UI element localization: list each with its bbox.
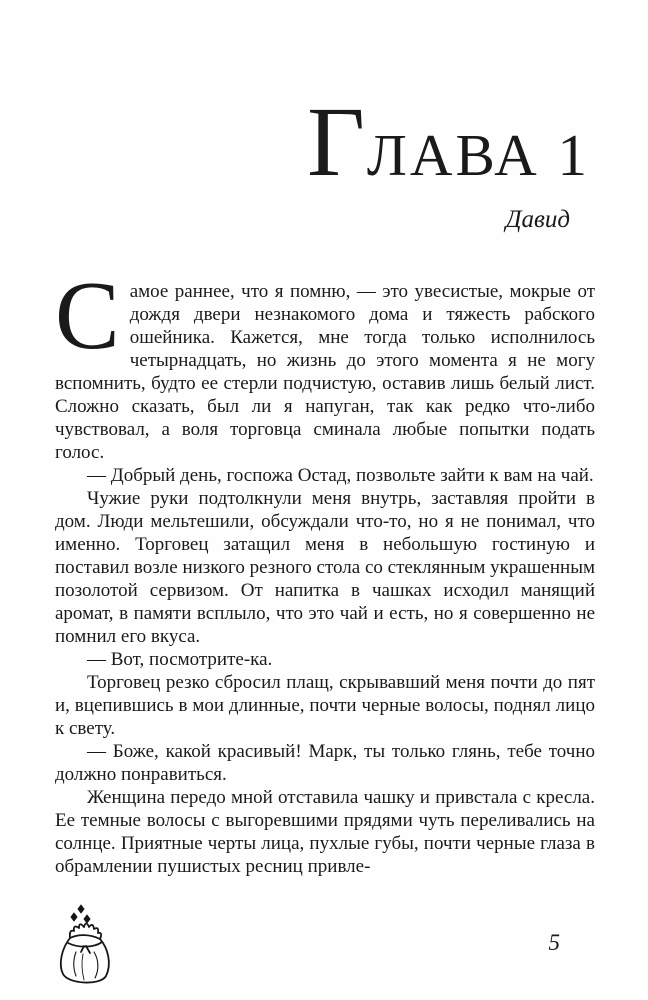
- money-pouch-ornament-icon: [56, 902, 114, 986]
- body-text: [0, 262, 648, 878]
- paragraph: — Боже, какой красивый! Марк, ты только глянь, тебе точно должно понравиться.: [55, 741, 595, 785]
- paragraph: Чужие руки подтолкнули меня внутрь, заставляя пройти в дом. Люди мельтешили, обсуждали что-то, но я не понимал, что именно. Торговец затащил меня в небольшую гостиную и поставил возле низкого резного стола со стеклянным украшенным позолотой сервизом. От напитка в чашках исходил манящий аромат, в памяти всплыло, что это чай и есть, но я совершенно не помнил его вкуса.: [55, 488, 595, 647]
- page-number: 5: [548, 930, 560, 955]
- chapter-heading-initial: Г: [307, 86, 367, 197]
- paragraph: Женщина передо мной отставила чашку и привстала с кресла. Ее темные волосы с выгоревшими прядями чуть переливались на солнце. Приятные черты лица, пухлые губы, почти черные глаза в обрамлении пушистых ресниц привле-: [55, 787, 595, 877]
- chapter-heading: [0, 86, 648, 197]
- paragraph: — Добрый день, госпожа Остад, позвольте зайти к вам на чай.: [87, 465, 594, 486]
- chapter-heading-rest: ЛАВА 1: [366, 122, 590, 188]
- paragraph: — Вот, посмотрите-ка.: [87, 649, 273, 670]
- paragraph: Самое раннее, что я помню, — это увесистые, мокрые от дождя двери незнакомого дома и тяжесть рабского ошейника. Кажется, мне тогда только исполнилось четырнадцать, но жизнь до этого момента я не могу вспомнить, будто ее стерли подчистую, оставив лишь белый лист. Сложно сказать, был ли я напуган, так как редко что-либо чувствовал, а воля торговца сминала любые попытки подать голос.: [55, 262, 595, 463]
- paragraph: Торговец резко сбросил плащ, скрывавший меня почти до пят и, вцепившись в мои длинные, почти черные волосы, поднял лицо к свету.: [55, 672, 595, 739]
- drop-cap: С: [55, 262, 120, 369]
- chapter-subtitle: Давид: [505, 206, 570, 233]
